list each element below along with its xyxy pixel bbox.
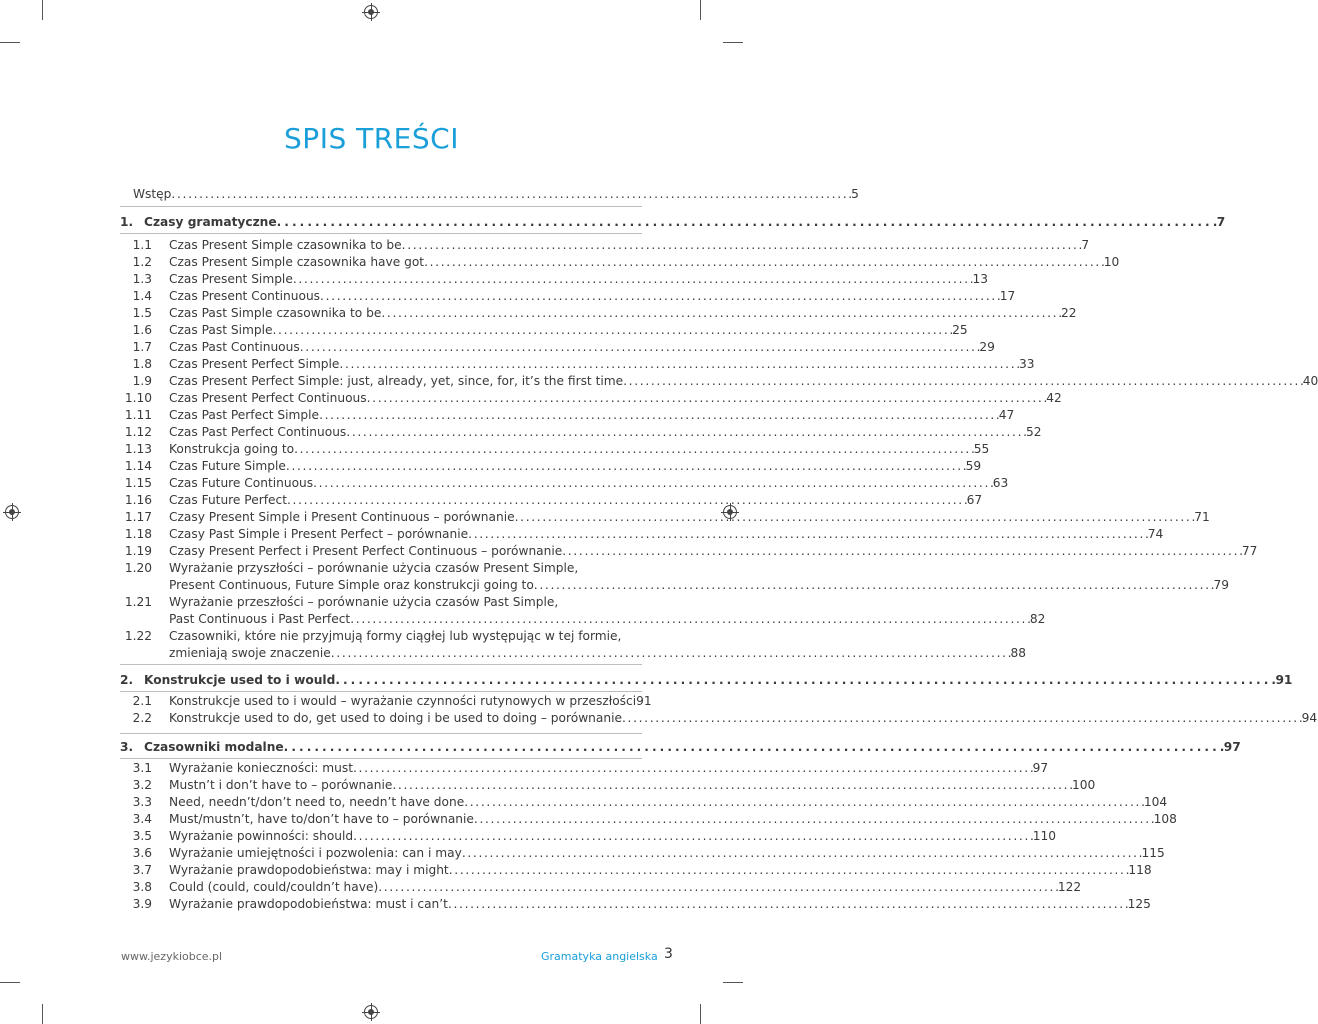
toc-entry-number: 3.3 [132,795,152,809]
registration-mark-icon [5,505,19,519]
toc-entry-text: Czas Past Simple [169,323,273,337]
toc-page-number: 7 [1216,215,1226,229]
toc-entry[interactable] [120,271,988,288]
toc-entry[interactable] [120,356,1035,373]
toc-page-number: 47 [998,408,1015,422]
toc-page-number: 52 [1025,425,1042,439]
toc-entry[interactable] [120,305,1077,322]
toc-entry[interactable] [120,509,1210,526]
crop-mark [0,982,20,983]
toc-entry-text: Wyrażanie prawdopodobieństwa: must i can’t [169,897,448,911]
toc-entry-text: Czas Present Simple [169,272,293,286]
toc-entry-text: Wyrażanie przeszłości – porównanie użycia czasów Past Simple, [169,595,559,609]
toc-entry-number: 1.19 [124,544,152,558]
toc-entry-number: 1.18 [124,527,152,541]
toc-entry[interactable] [120,896,1151,913]
toc-entry-number: 1.11 [124,408,152,422]
toc-page-number: 91 [1275,673,1293,687]
toc-entry[interactable] [120,862,1152,879]
toc-entry-number: 1.10 [124,391,152,405]
toc-entry-text: zmieniają swoje znaczenie [169,646,331,660]
toc-page-number: 55 [973,442,990,456]
toc-entry[interactable] [120,811,1177,828]
toc-entry-number: 1.8 [132,357,152,371]
toc-entry-text: Czas Present Perfect Simple [169,357,340,371]
toc-entry[interactable] [120,879,1082,896]
toc-page-number: 67 [966,493,983,507]
chapter-title: Czasy gramatyczne [144,215,277,229]
crop-mark [0,42,20,43]
chapter-number: 2. [120,673,134,687]
footer-website[interactable]: www.jezykiobce.pl [121,950,223,963]
toc-entry-number: 2.2 [132,711,152,725]
registration-mark-icon [364,1005,378,1019]
toc-entry-text: Czas Future Perfect [169,493,287,507]
toc-entry-text: Czas Future Simple [169,459,286,473]
toc-page-number: 88 [1010,646,1026,660]
toc-entry-number: 1.12 [124,425,152,439]
toc-page-number: 13 [972,272,988,286]
toc-entry[interactable] [120,254,1120,271]
toc-page-number: 97 [1032,761,1049,775]
toc-entry-text: Czas Past Simple czasownika to be [169,306,382,320]
toc-page-number: 63 [992,476,1009,490]
toc-entry[interactable] [120,560,642,577]
toc-page-number: 74 [1147,527,1164,541]
toc-entry[interactable] [120,390,1062,407]
toc-entry-text: Czas Present Simple czasownika have got [169,255,425,269]
divider [120,233,642,234]
toc-page-number: 104 [1143,795,1168,809]
crop-mark [42,1004,43,1024]
toc-page-number: 82 [1029,612,1046,626]
toc-entry[interactable] [120,237,1090,254]
toc-entry[interactable] [120,424,1042,441]
toc-entry[interactable] [120,693,652,710]
toc-entry[interactable] [120,628,642,645]
toc-page-number: 91 [636,694,652,708]
toc-chapter-3[interactable] [120,739,1241,756]
crop-mark [723,42,743,43]
toc-entry-text: Czas Present Continuous [169,289,321,303]
toc-entry-number: 1.5 [132,306,152,320]
chapter-number: 1. [120,215,134,229]
divider [120,733,642,734]
toc-entry[interactable] [120,594,642,611]
toc-page-number: 94 [1301,711,1318,725]
toc-entry-number: 1.6 [132,323,152,337]
toc-entry[interactable] [120,339,995,356]
toc-entry[interactable] [120,845,1165,862]
toc-page-number: 115 [1141,846,1165,860]
toc-page-number: 42 [1046,391,1062,405]
toc-entry-text: Czas Present Simple czasownika to be [169,238,402,252]
toc-entry[interactable] [120,828,1057,845]
toc-entry-number: 3.5 [132,829,152,843]
toc-entry-text: Wyrażanie prawdopodobieństwa: may i might [169,863,449,877]
toc-entry-text: Czas Present Perfect Continuous [169,391,367,405]
toc-entry-number: 1.16 [124,493,152,507]
toc-entry-number: 1.15 [124,476,152,490]
toc-entry-text: Past Continuous i Past Perfect [169,612,351,626]
chapter-title: Czasowniki modalne [144,740,284,754]
toc-entry-number: 3.1 [132,761,152,775]
page-number: 3 [664,946,673,962]
toc-entry-number: 1.14 [124,459,152,473]
toc-page-number: 110 [1032,829,1057,843]
toc-entry[interactable] [120,441,990,458]
divider [120,691,642,692]
toc-entry-continuation[interactable] [120,611,1046,628]
toc-entry-text: Konstrukcje used to i would – wyrażanie czynności rutynowych w przeszłości [169,694,637,708]
toc-entry-number: 2.1 [132,694,152,708]
toc-entry-number: 1.13 [124,442,152,456]
toc-entry-text: Mustn’t i don’t have to – porównanie [169,778,393,792]
toc-page-number: 125 [1127,897,1151,911]
divider [120,758,642,759]
toc-entry-number: 1.21 [124,595,152,609]
toc-entry-text: Czas Past Perfect Continuous [169,425,347,439]
toc-page-number: 33 [1019,357,1035,371]
crop-mark [700,0,701,20]
toc-page-number: 97 [1223,740,1241,754]
toc-entry-number: 3.9 [132,897,152,911]
toc-page-number: 25 [952,323,968,337]
crop-mark [700,1004,701,1024]
toc-page-number: 17 [999,289,1016,303]
toc-entry-text: Czas Future Continuous [169,476,314,490]
toc-entry-text: Czas Past Perfect Simple [169,408,320,422]
toc-page-number: 77 [1241,544,1258,558]
toc-page-number: 10 [1103,255,1120,269]
toc-entry[interactable] [120,475,1009,492]
toc-entry-text: Wyrażanie powinności: should [169,829,354,843]
toc-entry-text: Czasowniki, które nie przyjmują formy ciągłej lub występując w tej formie, [169,629,622,643]
toc-entry-text: Wstęp [133,187,172,201]
toc-page-number: 118 [1128,863,1152,877]
toc-entry-number: 3.2 [132,778,152,792]
toc-page-number: 7 [1081,238,1090,252]
toc-entry[interactable] [120,526,1164,543]
chapter-number: 3. [120,740,134,754]
toc-entry-number: 1.3 [132,272,152,286]
footer-book-title: Gramatyka angielska [541,950,658,963]
toc-entry-continuation[interactable] [120,577,1229,594]
toc-entry[interactable] [120,373,1318,390]
toc-page-number: 79 [1213,578,1229,592]
toc-entry-number: 1.4 [132,289,152,303]
toc-chapter-2[interactable] [120,672,1293,689]
toc-entry-number: 1.22 [124,629,152,643]
toc-entry-number: 3.8 [132,880,152,894]
registration-mark-icon [364,5,378,19]
toc-entry-text: Wyrażanie konieczności: must [169,761,353,775]
toc-entry-continuation[interactable] [120,645,1026,662]
toc-page-number: 108 [1153,812,1177,826]
crop-mark [42,0,43,20]
toc-entry-intro[interactable] [120,186,859,203]
toc-entry[interactable] [120,288,1016,305]
toc-entry-text: Czas Present Perfect Simple: just, already, yet, since, for, it’s the first time [169,374,624,388]
toc-entry-number: 3.4 [132,812,152,826]
toc-entry[interactable] [120,760,1049,777]
toc-entry-number: 1.7 [132,340,152,354]
divider [120,664,642,665]
toc-entry-text: Czasy Present Simple i Present Continuous – porównanie [169,510,515,524]
toc-chapter-1[interactable] [120,214,1226,231]
toc-entry-text: Must/mustn’t, have to/don’t have to – porównanie [169,812,474,826]
toc-entry-text: Konstrukcje used to do, get used to doing i be used to doing – porównanie [169,711,622,725]
toc-page-number: 29 [979,340,995,354]
toc-entry[interactable] [120,710,1318,727]
toc-entry-text: Czas Past Continuous [169,340,300,354]
toc-entry-text: Czasy Present Perfect i Present Perfect Continuous – porównanie [169,544,563,558]
toc-entry[interactable] [120,407,1015,424]
toc-entry-number: 1.2 [132,255,152,269]
toc-entry-text: Need, needn’t/don’t need to, needn’t have done [169,795,465,809]
toc-entry[interactable] [120,492,983,509]
toc-entry[interactable] [120,458,982,475]
toc-entry[interactable] [120,543,1258,560]
toc-entry-text: Present Continuous, Future Simple oraz konstrukcji going to [169,578,534,592]
page-title: SPIS TREŚCI [284,122,459,155]
toc-entry-number: 1.9 [132,374,152,388]
toc-page-number: 59 [965,459,982,473]
toc-page-number: 5 [851,187,859,201]
toc-entry-text: Konstrukcja going to [169,442,295,456]
toc-entry-number: 1.1 [132,238,152,252]
toc-entry[interactable] [120,322,968,339]
toc-entry-number: 1.17 [124,510,152,524]
toc-page-number: 22 [1061,306,1077,320]
toc-entry-text: Wyrażanie umiejętności i pozwolenia: can i may [169,846,462,860]
toc-entry-number: 3.7 [132,863,152,877]
toc-entry-text: Could (could, could/couldn’t have) [169,880,379,894]
toc-entry-number: 1.20 [124,561,152,575]
toc-page-number: 40 [1302,374,1318,388]
toc-entry[interactable] [120,794,1168,811]
toc-entry-text: Wyrażanie przyszłości – porównanie użycia czasów Present Simple, [169,561,579,575]
toc-page-number: 122 [1057,880,1082,894]
toc-page-number: 100 [1072,778,1096,792]
toc-page-number: 71 [1194,510,1210,524]
divider [120,206,642,207]
toc-entry[interactable] [120,777,1096,794]
crop-mark [723,982,743,983]
toc-entry-number: 3.6 [132,846,152,860]
toc-entry-text: Czasy Past Simple i Present Perfect – porównanie [169,527,469,541]
chapter-title: Konstrukcje used to i would [144,673,336,687]
